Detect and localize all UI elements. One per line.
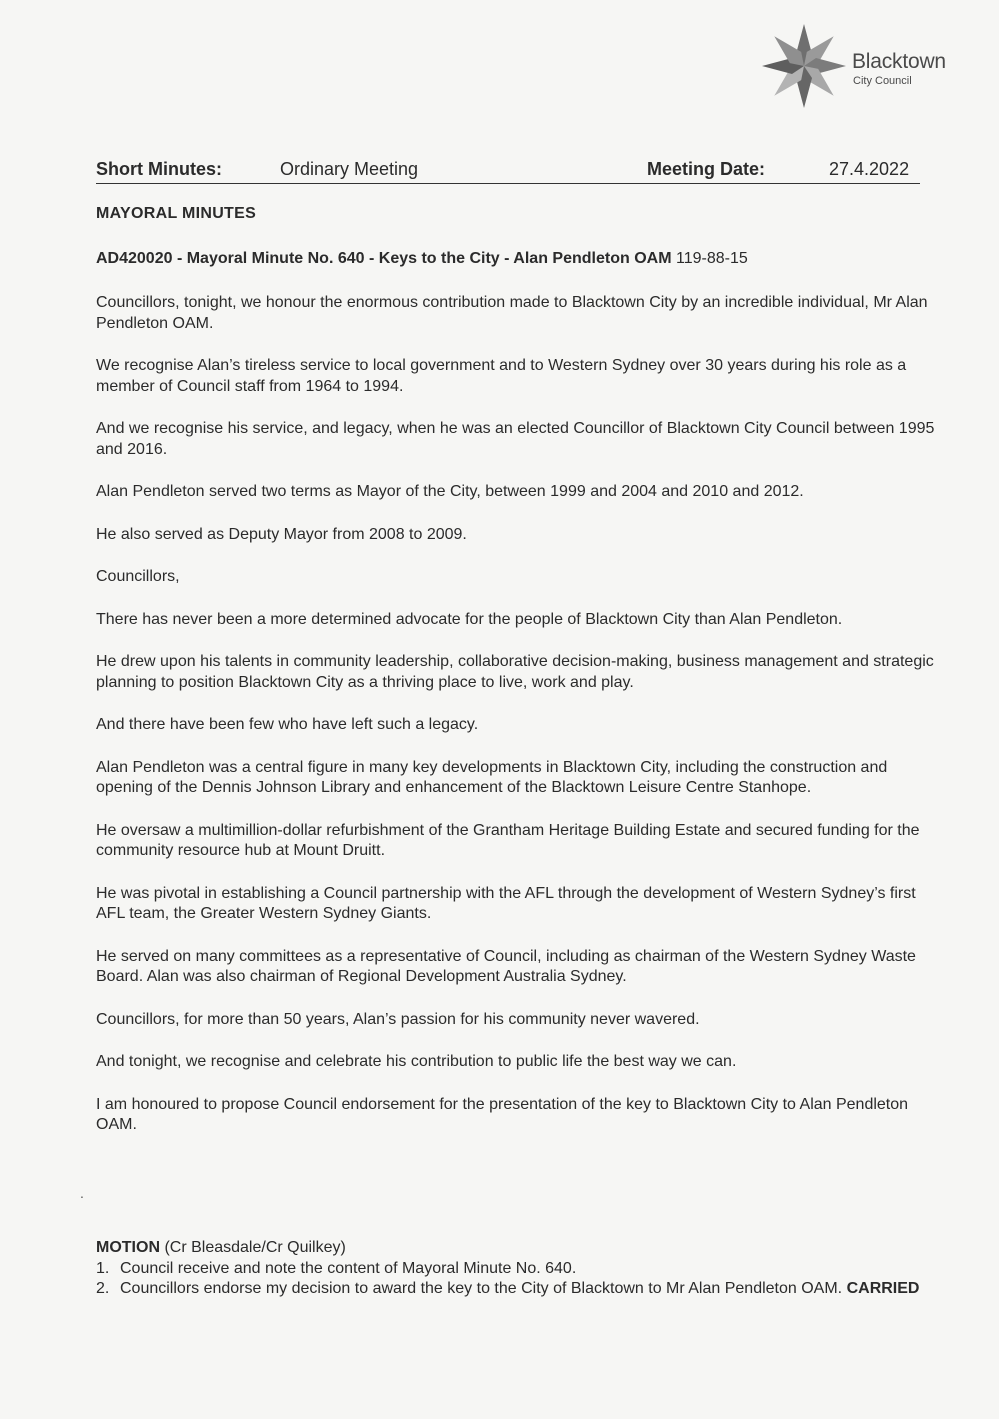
paragraph: Alan Pendleton served two terms as Mayor of the City, between 1999 and 2004 and 2010 and 2012. bbox=[96, 483, 804, 500]
paragraph: And there have been few who have left such a legacy. bbox=[96, 716, 479, 733]
motion-item-text: Councillors endorse my decision to award the key to the City of Blacktown to Mr Alan Pendleton OAM. bbox=[120, 1280, 843, 1297]
motion-heading bbox=[96, 1238, 946, 1259]
paragraph: Councillors, for more than 50 years, Alan’s passion for his community never wavered. bbox=[96, 1010, 700, 1028]
paragraph: He oversaw a multimillion-dollar refurbishment of the Grantham Heritage Building Estate and secured funding for the community resource hub at Mount Druitt. bbox=[96, 821, 920, 859]
paragraph: There has never been a more determined advocate for the people of Blacktown City than Alan Pendleton. bbox=[96, 610, 843, 628]
paragraph: We recognise Alan’s tireless service to local government and to Western Sydney over 30 years during his role as a member of Council staff from 1964 to 1994. bbox=[96, 357, 907, 395]
paragraph: He served on many committees as a representative of Council, including as chairman of the Western Sydney Waste Board. Alan was also chairman of Regional Development Australia Sydney. bbox=[96, 947, 916, 985]
paragraph: He also served as Deputy Mayor from 2008 to 2009. bbox=[96, 525, 467, 543]
scan-mark: . bbox=[80, 1185, 84, 1201]
motion-movers: (Cr Bleasdale/Cr Quilkey) bbox=[164, 1239, 346, 1256]
motion-item bbox=[96, 1279, 946, 1300]
paragraph: Alan Pendleton was a central figure in many key developments in Blacktown City, including the construction and opening of the Dennis Johnson Library and enhancement of the Blacktown Leisure Centre Stanhope. bbox=[96, 758, 888, 796]
paragraph: And tonight, we recognise and celebrate his contribution to public life the best way we can. bbox=[96, 1053, 737, 1070]
logo-subtitle: City Council bbox=[853, 75, 912, 87]
section-title: MAYORAL MINUTES bbox=[96, 205, 257, 222]
paragraph: Councillors, tonight, we honour the enormous contribution made to Blacktown City by an incredible individual, Mr Alan Pendleton OAM. bbox=[96, 294, 928, 332]
motion-item-number: 1. bbox=[96, 1259, 110, 1277]
logo-name: Blacktown bbox=[852, 50, 946, 73]
motion-item bbox=[96, 1259, 946, 1280]
council-logo bbox=[760, 22, 970, 112]
item-title bbox=[96, 250, 748, 268]
meeting-date-value: 27.4.2022 bbox=[829, 159, 910, 179]
item-title-text: AD420020 - Mayoral Minute No. 640 - Keys to the City - Alan Pendleton OAM bbox=[96, 250, 672, 267]
paragraph: I am honoured to propose Council endorsement for the presentation of the key to Blacktown City to Alan Pendleton OAM. bbox=[96, 1095, 909, 1133]
short-minutes-label: Short Minutes: bbox=[96, 159, 222, 179]
motion-item-text: Council receive and note the content of Mayoral Minute No. 640. bbox=[120, 1259, 577, 1277]
motion-label: MOTION bbox=[96, 1239, 160, 1256]
minute-body bbox=[96, 293, 946, 1158]
paragraph: And we recognise his service, and legacy, when he was an elected Councillor of Blacktown City Council between 1995 and 2016. bbox=[96, 420, 935, 458]
minutes-header bbox=[96, 159, 920, 184]
meeting-date-label: Meeting Date: bbox=[647, 159, 766, 179]
paragraph: He drew upon his talents in community leadership, collaborative decision-making, business management and strategic planning to position Blacktown City as a thriving place to live, work and play. bbox=[96, 653, 934, 691]
star-logo-icon bbox=[760, 22, 852, 114]
motion-result: CARRIED bbox=[846, 1280, 920, 1297]
motion-item-number: 2. bbox=[96, 1280, 110, 1297]
item-reference: 119-88-15 bbox=[675, 250, 748, 267]
paragraph: Councillors, bbox=[96, 568, 180, 585]
motion-list bbox=[96, 1259, 946, 1300]
motion-block bbox=[96, 1238, 946, 1300]
short-minutes-value: Ordinary Meeting bbox=[280, 159, 419, 179]
paragraph: He was pivotal in establishing a Council partnership with the AFL through the development of Western Sydney’s first AFL team, the Greater Western Sydney Giants. bbox=[96, 884, 916, 922]
